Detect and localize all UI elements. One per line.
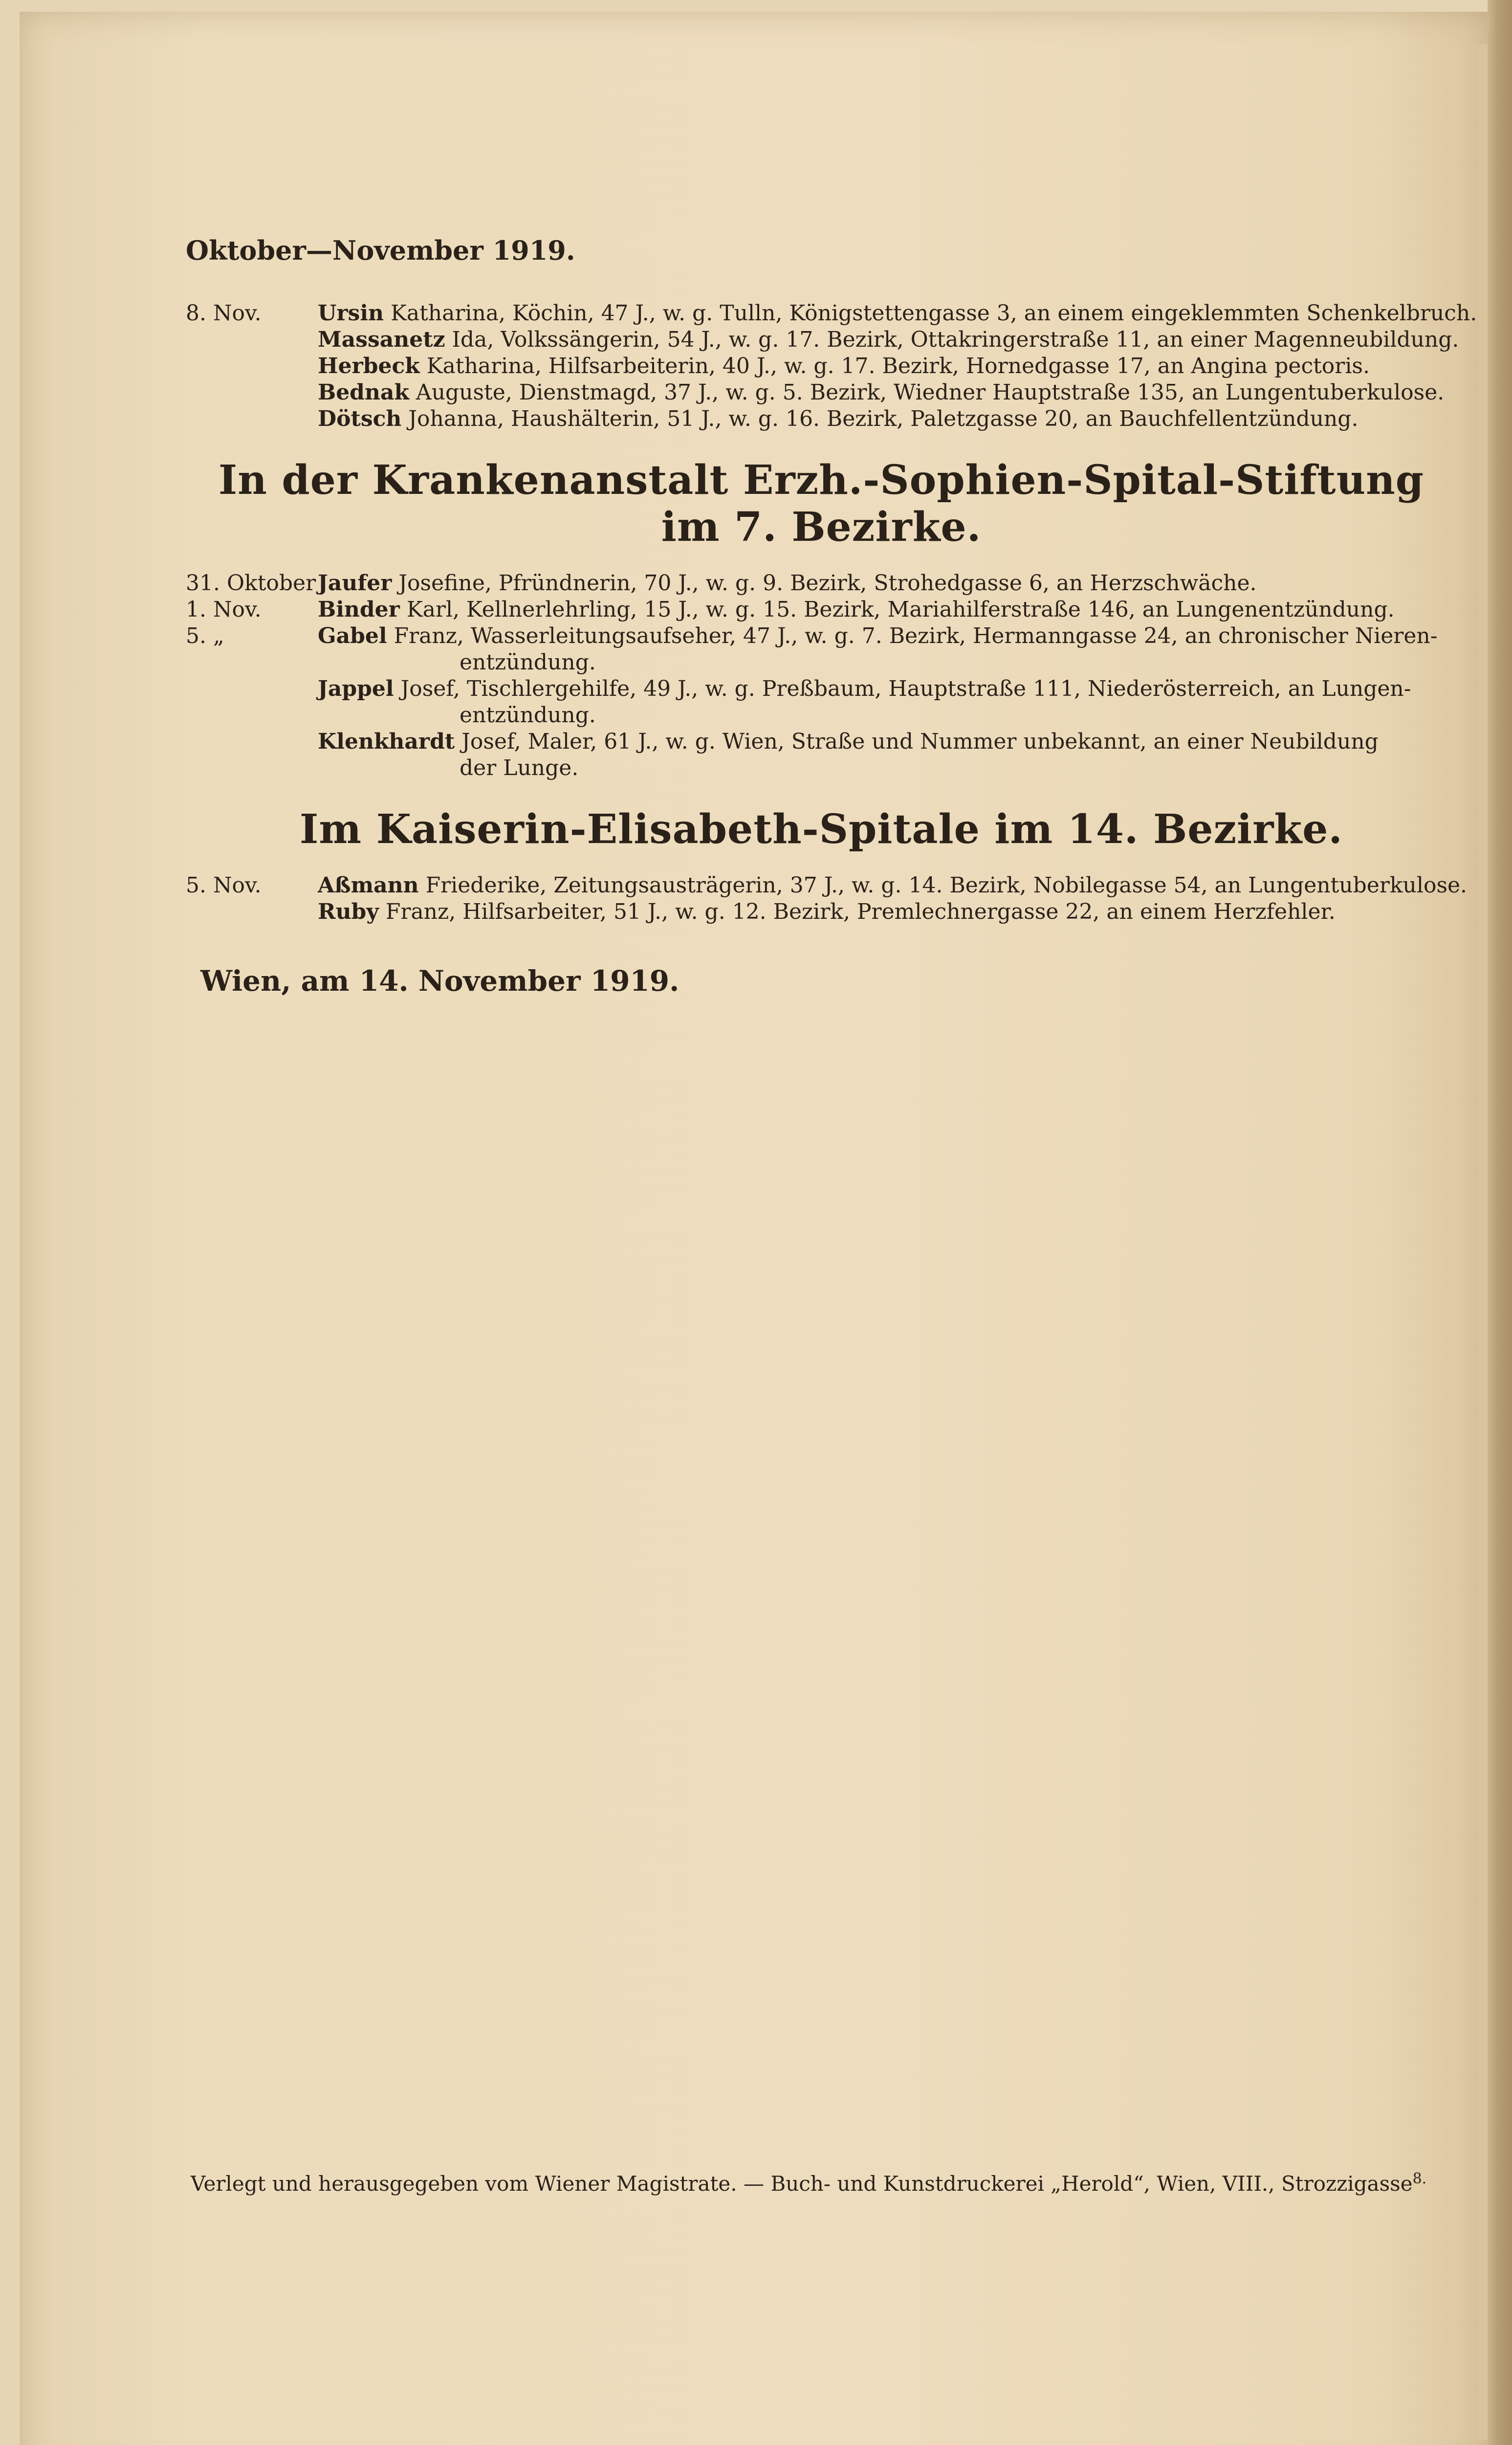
list-item	[186, 300, 1476, 327]
entry-text	[318, 899, 1476, 925]
entry-details: Auguste, Dienstmagd, 37 J., w. g. 5. Bezirk, Wiedner Hauptstraße 135, an Lungentuberkulose.	[409, 380, 1445, 405]
entry-name: Jappel	[318, 676, 394, 701]
list-item-continuation: entzündung.	[460, 650, 596, 675]
entry-name: Klenkhardt	[318, 729, 455, 754]
death-list-group-1	[186, 300, 1476, 432]
entry-name: Herbeck	[318, 354, 420, 378]
entry-text	[318, 597, 1476, 623]
entry-details: Katharina, Köchin, 47 J., w. g. Tulln, Königstettengasse 3, an einem eingeklemmten Schenkelbruch.	[384, 301, 1477, 326]
closing-dateline: Wien, am 14. November 1919.	[200, 964, 679, 998]
entry-name: Ursin	[318, 301, 384, 326]
entry-text	[318, 872, 1476, 899]
entry-date	[186, 353, 318, 379]
document-content	[186, 235, 1476, 998]
section-heading-elisabeth-spital: Im Kaiserin-Elisabeth-Spitale im 14. Bezirke.	[300, 806, 1343, 853]
list-item	[186, 872, 1476, 899]
entry-details: Johanna, Haushälterin, 51 J., w. g. 16. Bezirk, Paletzgasse 20, an Bauchfellentzündung.	[401, 406, 1359, 431]
entry-date	[186, 327, 318, 353]
entry-date: 8. Nov.	[186, 301, 262, 326]
imprint-footer	[191, 2170, 1471, 2196]
entry-details: Katharina, Hilfsarbeiterin, 40 J., w. g. 17. Bezirk, Hornedgasse 17, an Angina pectoris.	[419, 354, 1370, 378]
entry-details: Josef, Tischlergehilfe, 49 J., w. g. Preßbaum, Hauptstraße 111, Niederösterreich, an Lungen-	[394, 676, 1411, 701]
entry-details: Franz, Wasserleitungsaufseher, 47 J., w. g. 7. Bezirk, Hermanngasse 24, an chronischer Nieren-	[387, 623, 1438, 648]
book-binding-edge	[1488, 0, 1512, 2445]
entry-date	[186, 899, 318, 925]
list-item	[186, 353, 1476, 379]
entry-name: Jaufer	[318, 571, 392, 596]
imprint-text: Verlegt und herausgegeben vom Wiener Magistrate. — Buch- und Kunstdruckerei „Herold“, Wien, VIII., Strozzigasse	[191, 2172, 1413, 2196]
entry-name: Massanetz	[318, 327, 445, 352]
entry-date	[186, 676, 318, 702]
list-item	[186, 899, 1476, 925]
entry-text	[318, 327, 1476, 353]
entry-details: Franz, Hilfsarbeiter, 51 J., w. g. 12. Bezirk, Premlechnergasse 22, an einem Herzfehler.	[378, 899, 1336, 924]
entry-text	[318, 676, 1476, 702]
entry-text	[318, 729, 1476, 755]
entry-details: Josef, Maler, 61 J., w. g. Wien, Straße und Nummer unbekannt, an einer Neubildung	[455, 729, 1379, 754]
entry-text	[318, 353, 1476, 379]
entry-details: Friederike, Zeitungsausträgerin, 37 J., w. g. 14. Bezirk, Nobilegasse 54, an Lungentuberkulose.	[418, 873, 1468, 898]
imprint-house-number: 8.	[1412, 2170, 1427, 2187]
entry-details: Karl, Kellnerlehrling, 15 J., w. g. 15. Bezirk, Mariahilferstraße 146, an Lungenentzündung.	[399, 597, 1395, 622]
entry-text	[318, 300, 1477, 327]
entry-date	[186, 406, 318, 432]
death-list-group-3	[186, 872, 1476, 925]
entry-date: 5. „	[186, 623, 224, 648]
list-item-continuation: entzündung.	[460, 703, 596, 728]
entry-text	[318, 570, 1476, 597]
entry-name: Aßmann	[318, 873, 419, 898]
list-item	[186, 676, 1476, 702]
entry-date: 31. Oktober	[186, 571, 316, 596]
entry-name: Ruby	[318, 899, 379, 924]
list-item	[186, 729, 1476, 755]
list-item	[186, 623, 1476, 649]
list-item	[186, 406, 1476, 432]
list-item	[186, 570, 1476, 597]
entry-name: Dötsch	[318, 406, 402, 431]
list-item	[186, 597, 1476, 623]
entry-details: Ida, Volkssängerin, 54 J., w. g. 17. Bezirk, Ottakringerstraße 11, an einer Magenneubildung.	[445, 327, 1459, 352]
list-item-continuation: der Lunge.	[460, 756, 579, 780]
entry-name: Binder	[318, 597, 400, 622]
section-heading-sophien-spital: In der Krankenanstalt Erzh.-Sophien-Spital-Stiftung im 7. Bezirke.	[218, 457, 1424, 551]
entry-text	[318, 379, 1476, 406]
entry-date: 5. Nov.	[186, 873, 262, 898]
entry-date	[186, 379, 318, 406]
list-item	[186, 327, 1476, 353]
death-list-group-2	[186, 570, 1476, 781]
entry-name: Bednak	[318, 380, 409, 405]
entry-date: 1. Nov.	[186, 597, 262, 622]
entry-details: Josefine, Pfründnerin, 70 J., w. g. 9. Bezirk, Strohedgasse 6, an Herzschwäche.	[392, 571, 1257, 596]
entry-text	[318, 406, 1476, 432]
page-header: Oktober—November 1919.	[186, 235, 575, 266]
page-edge-shadow	[1478, 44, 1488, 2440]
list-item	[186, 379, 1476, 406]
entry-date	[186, 729, 318, 755]
entry-text	[318, 623, 1476, 649]
entry-name: Gabel	[318, 623, 387, 648]
